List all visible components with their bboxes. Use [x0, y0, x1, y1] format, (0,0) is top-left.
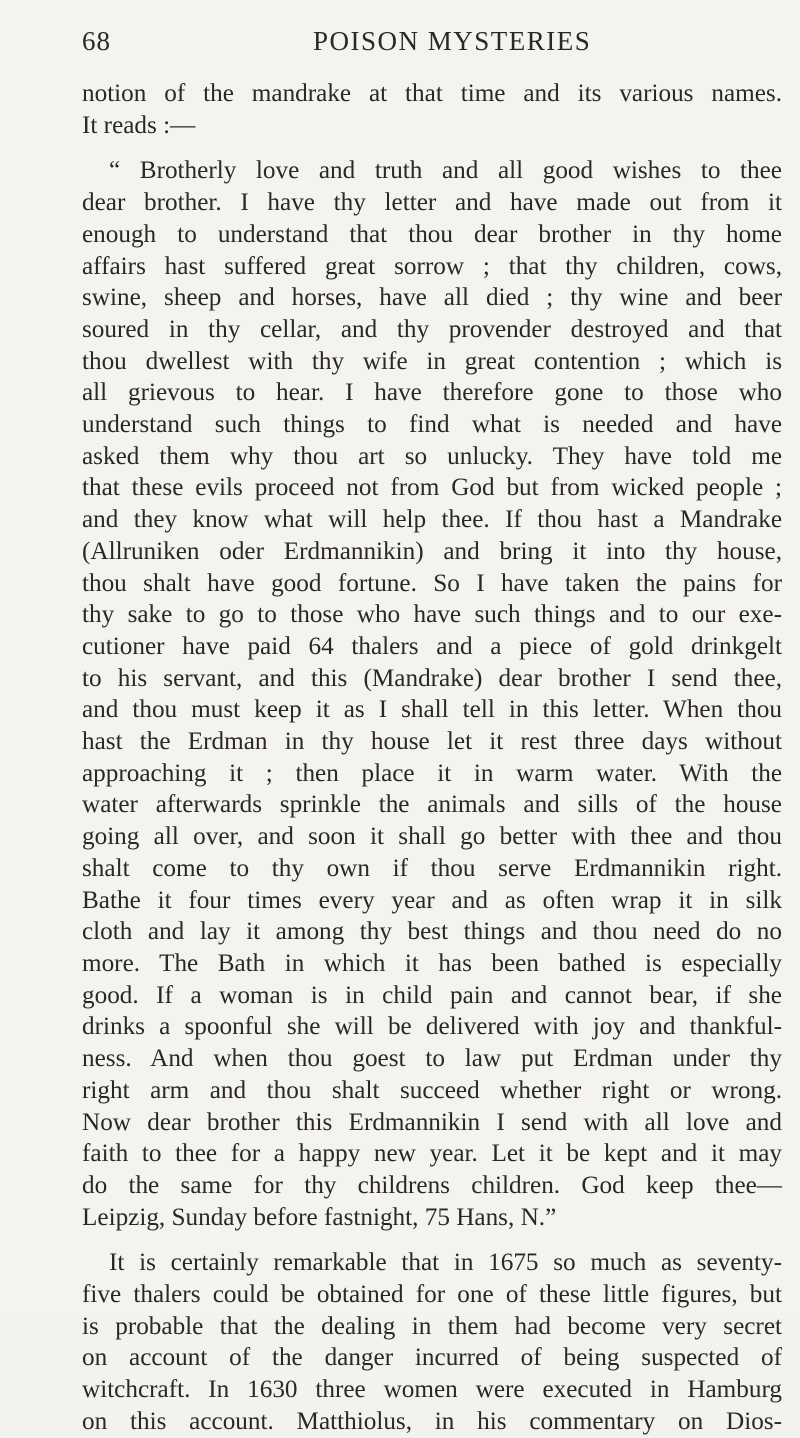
text-line: thy sake to go to those who have such things and to our exe- [82, 601, 782, 629]
text-line: approaching it ; then place it in warm water. With the [82, 759, 782, 787]
text-line: (Allruniken oder Erdmannikin) and bring it into thy house, [82, 537, 782, 565]
text-line: shalt come to thy own if thou serve Erdmannikin right. [82, 854, 782, 882]
text-line: do the same for thy childrens children. God keep thee— [82, 1171, 782, 1199]
text-line: five thalers could be obtained for one of these little figures, but [82, 1281, 782, 1309]
text-line: affairs hast suffered great sorrow ; that thy children, cows, [82, 252, 782, 280]
text-line: swine, sheep and horses, have all died ; thy wine and beer [82, 284, 782, 312]
text-line: Bathe it four times every year and as often wrap it in silk [82, 886, 782, 914]
running-title: POISON MYSTERIES [313, 26, 592, 56]
text-line: hast the Erdman in thy house let it rest three days without [82, 728, 782, 756]
text-line: It is certainly remarkable that in 1675 so much as seventy- [109, 1249, 782, 1277]
text-line: going all over, and soon it shall go better with thee and thou [82, 823, 782, 851]
text-line: on this account. Matthiolus, in his commentary on Dios- [82, 1407, 782, 1435]
text-line: cloth and lay it among thy best things and thou need do no [82, 918, 782, 946]
text-line: and thou must keep it as I shall tell in this letter. When thou [82, 696, 782, 724]
text-line: good. If a woman is in child pain and cannot bear, if she [82, 981, 782, 1009]
text-line: “ Brotherly love and truth and all good wishes to thee [109, 157, 782, 185]
text-line: on account of the danger incurred of being suspected of [82, 1344, 782, 1372]
text-line: It reads :— [82, 111, 196, 139]
text-line: notion of the mandrake at that time and its various names. [82, 80, 782, 107]
text-line: all grievous to hear. I have therefore gone to those who [82, 379, 782, 407]
paragraph-intro [82, 78, 782, 141]
text-line: is probable that the dealing in them had become very secret [82, 1312, 782, 1340]
text-line: water afterwards sprinkle the animals and sills of the house [82, 791, 782, 819]
text-line: soured in thy cellar, and thy provender destroyed and that [82, 315, 782, 343]
running-head [82, 26, 782, 66]
text-line: drinks a spoonful she will be delivered with joy and thankful- [82, 1013, 782, 1041]
page-number: 68 [82, 26, 111, 56]
text-line: asked them why thou art so unlucky. They have told me [82, 442, 782, 470]
paragraph-gap [82, 141, 782, 155]
text-line: witchcraft. In 1630 three women were executed in Hamburg [82, 1376, 782, 1404]
text-line: understand such things to find what is needed and have [82, 411, 782, 439]
text-line: enough to understand that thou dear brother in thy home [82, 220, 782, 248]
text-line: thou shalt have good fortune. So I have taken the pains for [82, 569, 782, 597]
text-line: right arm and thou shalt succeed whether right or wrong. [82, 1076, 782, 1104]
text-line: more. The Bath in which it has been bathed is especially [82, 949, 782, 977]
text-line: dear brother. I have thy letter and have made out from it [82, 189, 782, 217]
text-line: and they know what will help thee. If thou hast a Mandrake [82, 506, 782, 534]
text-line: ness. And when thou goest to law put Erdman under thy [82, 1045, 782, 1073]
text-line: Leipzig, Sunday before fastnight, 75 Hans, N.” [82, 1203, 557, 1231]
text-line: faith to thee for a happy new year. Let it be kept and it may [82, 1140, 782, 1168]
text-line: Now dear brother this Erdmannikin I send with all love and [82, 1108, 782, 1136]
paragraph-letter [82, 155, 782, 1233]
paragraph-gap [82, 1233, 782, 1247]
text-line: cutioner have paid 64 thalers and a piece of gold drinkgelt [82, 632, 782, 660]
body-text [82, 78, 782, 1438]
paragraph-commentary [82, 1247, 782, 1437]
text-line: thou dwellest with thy wife in great contention ; which is [82, 347, 782, 375]
text-line: that these evils proceed not from God but from wicked people ; [82, 474, 782, 502]
text-line: to his servant, and this (Mandrake) dear brother I send thee, [82, 664, 782, 692]
